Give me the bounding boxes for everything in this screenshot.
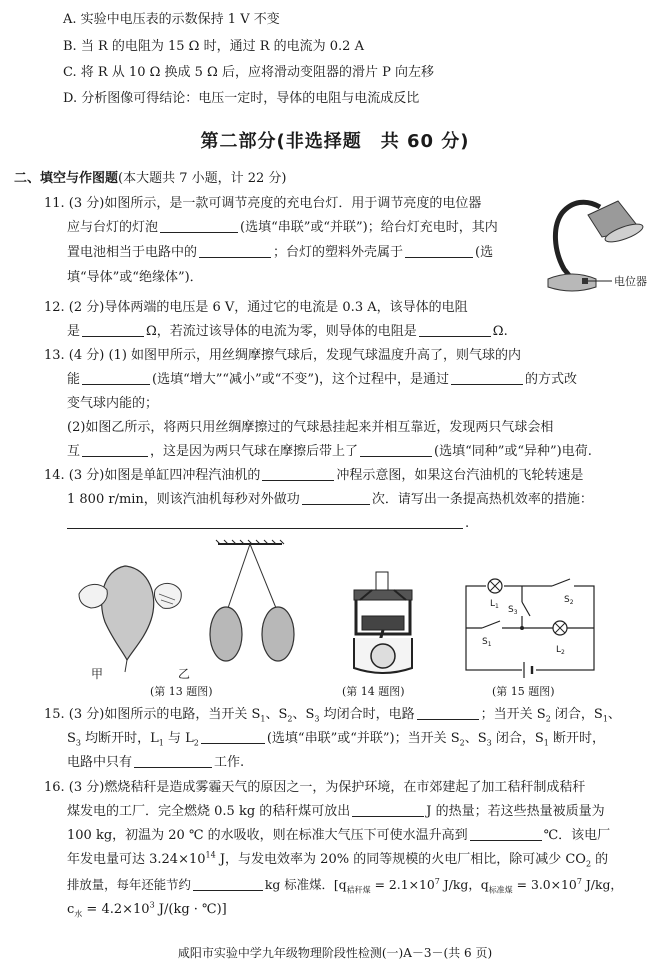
option-d: D. 分析图像可得结论：电压一定时，导体的电阻与电流成反比 [63,91,420,106]
balloon-jia [102,566,154,660]
q13-blank-1[interactable] [82,371,150,385]
q14-blank-1[interactable] [262,467,334,481]
label-s3: $S_3$ [508,605,518,616]
section-label: 二、填空与作图题 [14,171,119,186]
figure-15-circuit [460,576,600,678]
silk-cloth [154,583,181,608]
page-footer: 咸阳市实验中学九年级物理阶段性检测(一)A－3－(共 6 页) [177,946,493,960]
figure-13-yi [178,538,306,681]
lamp-base [548,274,596,291]
string-left [228,544,250,608]
option-a: A. 实验中电压表的示数保持 1 V 不变 [63,12,280,27]
q14-line-2: 1 800 r/min，则该汽油机每秒对外做功 次．请写出一条提高热机效率的措施： [67,492,593,507]
q15-blank-3[interactable] [134,754,212,768]
q12-line-1: 12. (2 分)导体两端的电压是 6 V，通过它的电流是 0.3 A，该导体的电阻 [44,300,468,315]
q13-blank-4[interactable] [360,443,432,457]
q16-line-2: 煤发电的工厂．完全燃烧 0.5 kg 的秸秆煤可放出 J 的热量；若这些热量被质量为 [67,804,605,819]
q15-line-1: 15. (3 分)如图所示的电路，当开关 $S_1$、$S_2$、$S_3$ 均闭合时，电路 ；当开关 $S_2$ 闭合，$S_1$、 [44,707,621,724]
q16-line-4: 年发电量可达 $3.24\times 10^{14}$ J，与发电效率为 20% 的同等规模的火电厂相比，除可减少 $CO_2$ 的 [67,850,609,869]
q11-blank-2[interactable] [199,244,271,258]
section-note: (本大题共 7 小题，计 22 分) [118,171,287,186]
q11-line-1: 11. (3 分)如图所示，是一款可调节亮度的充电台灯．用于调节亮度的电位器 [44,196,482,211]
q15-line-2: $S_3$ 均断开时，$L_1$ 与 $L_2$ (选填“串联”或“并联”)；当开关 $S_2$、$S_3$ 闭合，$S_1$ 断开时， [67,731,606,748]
q11-blank-1[interactable] [160,219,238,233]
balloon-yi-left [210,607,242,661]
figure-14-engine [346,568,420,678]
label-l2: $L_2$ [556,645,565,656]
q16-blank-1[interactable] [352,803,424,817]
caption-15: (第 15 题图) [492,685,555,698]
label-l1: $L_1$ [490,599,499,610]
balloon-string-jia [125,660,127,672]
q16-blank-3[interactable] [193,877,263,891]
caption-13: (第 13 题图) [150,685,213,698]
q14-line-1: 14. (3 分)如图是单缸四冲程汽油机的 冲程示意图，如果这台汽油机的飞轮转速是 [44,468,584,483]
q13-line-4: (2)如图乙所示，将两只用丝绸摩擦过的气球悬挂起来并相互靠近，发现两只气球会相 [67,420,554,435]
q15-line-3: 电路中只有 工作. [67,755,245,770]
s2-gap [552,582,574,590]
string-right [250,544,276,608]
q16-line-5: 排放量，每年还能节约 kg 标准煤．[$q_{秸秆煤} = 2.1\times 10^7$ J/kg，$q_{标准煤} = 3.0\times 10^7$ J/kg， [67,876,623,895]
s3-gap [518,602,526,616]
q14-blank-3[interactable] [67,515,463,529]
q11-line-4: 填“导体”或“绝缘体”)． [67,270,203,285]
label-s1: $S_1$ [482,637,492,648]
part-title: 第二部分(非选择题 共 60 分) [200,131,470,152]
spark-plug [376,572,388,590]
q16-line-6: $c_水 = 4.2\times 10^3$ J/(kg · ℃)] [67,900,227,919]
q15-blank-1[interactable] [417,706,479,720]
junction-node [520,626,524,630]
q16-line-1: 16. (3 分)燃烧秸秆是造成雾霾天气的原因之一，为保护环境，在市郊建起了加工秸秆制成秸秆 [44,780,586,795]
potentiometer-label: 电位器 [614,275,647,288]
q11-line-3: 置电池相当于电路中的 ；台灯的塑料外壳属于 (选 [67,245,494,260]
q13-blank-2[interactable] [451,371,523,385]
label-jia: 甲 [91,667,104,681]
q16-line-3: 100 kg，初温为 20 ℃ 的水吸收，则在标准大气压下可使水温升高到 ℃．该电厂 [67,828,611,843]
q11-blank-3[interactable] [405,244,473,258]
section-heading [14,170,287,187]
option-b: B. 当 R 的电阻为 15 Ω 时，通过 R 的电流为 0.2 A [63,39,364,54]
q13-line-2: 能 (选填“增大”“减小”或“不变”)，这个过程中，是通过 的方式改 [67,372,578,387]
q12-blank-1[interactable] [82,323,144,337]
q14-line-3: . [67,515,469,532]
q13-line-3: 变气球内能的； [67,396,159,411]
q13-blank-3[interactable] [82,443,148,457]
q11-line-2: 应与台灯的灯泡 (选填“串联”或“并联”)；给台灯充电时，其内 [67,220,498,235]
option-c: C. 将 R 从 10 Ω 换成 5 Ω 后，应将滑动变阻器的滑片 P 向左移 [63,65,434,80]
s1-gap [482,624,502,632]
balloon-yi-right [262,607,294,661]
q13-line-5: 互 ，这是因为两只气球在摩擦后带上了 (选填“同种”或“异种”)电荷. [67,444,592,459]
q12-line-2: 是 Ω，若流过该导体的电流为零，则导体的电阻是 Ω. [67,324,508,339]
figure-13-jia [75,560,187,680]
q15-blank-2[interactable] [201,730,265,744]
potentiometer-knob [582,278,588,284]
q12-blank-2[interactable] [419,323,491,337]
label-yi: 乙 [178,667,191,681]
label-s2: $S_2$ [564,595,574,606]
desk-lamp-figure [538,195,664,297]
q16-blank-2[interactable] [470,827,542,841]
crankshaft [371,644,395,668]
q13-line-1: 13. (4 分) (1) 如图甲所示，用丝绸摩擦气球后，发现气球温度升高了，则气球的内 [44,348,522,363]
caption-14: (第 14 题图) [342,685,405,698]
piston [362,616,404,630]
q14-blank-2[interactable] [302,491,370,505]
